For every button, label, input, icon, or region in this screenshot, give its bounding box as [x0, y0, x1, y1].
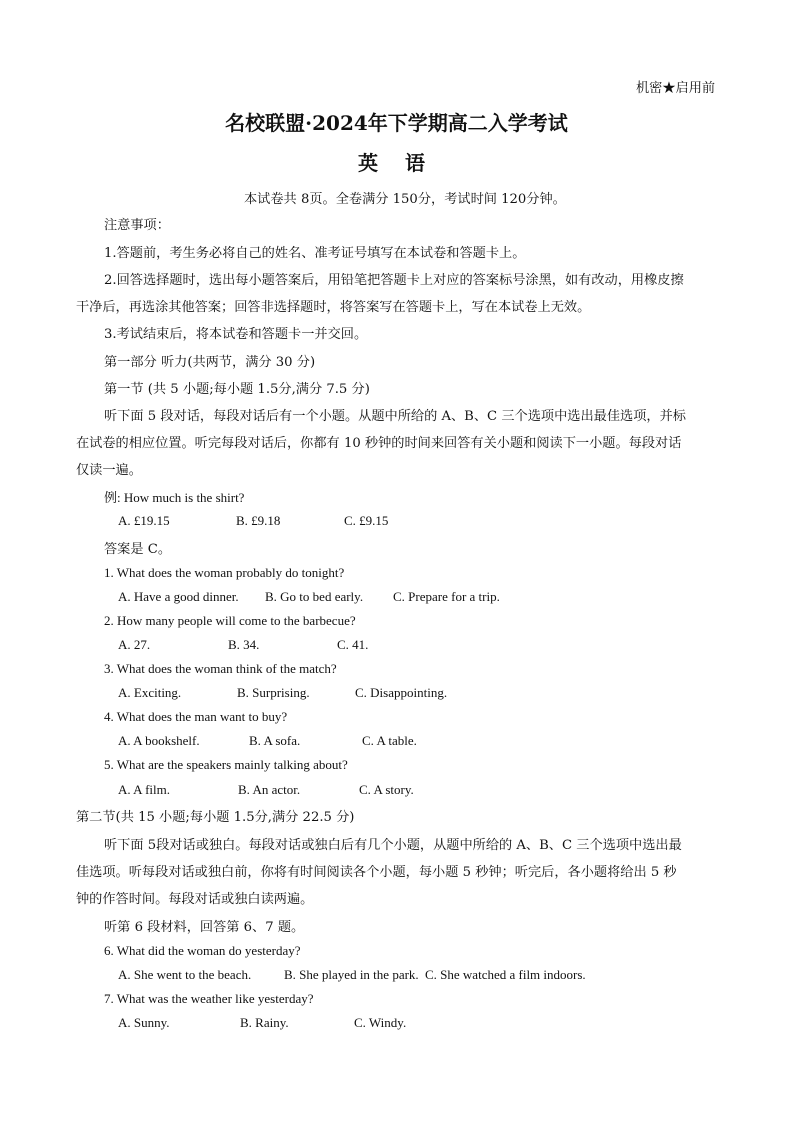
material-6-heading: 听第 6 段材料，回答第 6、7 题。 [104, 920, 305, 935]
exam-title: 名校联盟·2024年下学期高二入学考试 [225, 111, 568, 135]
section1-instructions-line-1: 听下面 5 段对话，每段对话后有一个小题。从题中所给的 A、B、C 三个选项中选出最佳选项，并标 [104, 409, 686, 424]
question-4-option-c: C. A table. [362, 733, 417, 748]
question-1: 1. What does the woman probably do tonight? [104, 565, 345, 580]
question-5-option-c: C. A story. [359, 782, 414, 797]
question-6-option-a: A. She went to the beach. [118, 967, 252, 982]
question-4-option-a: A. A bookshelf. [118, 733, 200, 748]
notice-item-2-line-2: 干净后，再选涂其他答案；回答非选择题时，将答案写在答题卡上，写在本试卷上无效。 [76, 300, 591, 315]
question-5-option-b: B. An actor. [238, 782, 301, 797]
confidential-label: 机密★启用前 [636, 81, 716, 96]
section2-instructions-line-3: 钟的作答时间。每段对话或独白读两遍。 [76, 892, 314, 907]
notice-item-3: 3.考试结束后，将本试卷和答题卡一并交回。 [104, 327, 368, 342]
question-4-option-b: B. A sofa. [249, 733, 301, 748]
example-option-a: A. £19.15 [118, 513, 170, 528]
question-3-option-c: C. Disappointing. [355, 685, 448, 700]
section1-instructions-line-3: 仅读一遍。 [76, 463, 142, 478]
notice-heading: 注意事项： [104, 218, 170, 233]
section2-instructions-line-1: 听下面 5段对话或独白。每段对话或独白后有几个小题，从题中所给的 A、B、C 三个选项中选出最 [104, 838, 682, 853]
question-6-option-b: B. She played in the park. [284, 967, 419, 982]
section1-instructions-line-2: 在试卷的相应位置。听完每段对话后，你都有 10 秒钟的时间来回答有关小题和阅读下一小题。每段对话 [76, 436, 682, 451]
notice-item-2-line-1: 2.回答选择题时，选出每小题答案后，用铅笔把答题卡上对应的答案标号涂黑，如有改动，用橡皮擦 [104, 273, 684, 288]
question-1-option-a: A. Have a good dinner. [118, 589, 239, 604]
question-6: 6. What did the woman do yesterday? [104, 943, 301, 958]
question-5: 5. What are the speakers mainly talking about? [104, 757, 348, 772]
question-4: 4. What does the man want to buy? [104, 709, 288, 724]
part1-heading: 第一部分 听力(共两节，满分 30 分) [104, 355, 316, 370]
question-7: 7. What was the weather like yesterday? [104, 991, 314, 1006]
exam-info: 本试卷共 8页。全卷满分 150分，考试时间 120分钟。 [244, 192, 566, 207]
question-2: 2. How many people will come to the barbecue? [104, 613, 356, 628]
notice-item-1: 1.答题前，考生务必将自己的姓名、准考证号填写在本试卷和答题卡上。 [104, 246, 526, 261]
example-question: 例: How much is the shirt? [104, 490, 245, 505]
question-3-option-b: B. Surprising. [237, 685, 310, 700]
subject-title: 英 语 [358, 151, 435, 175]
section2-heading: 第二节(共 15 小题;每小题 1.5分,满分 22.5 分) [76, 810, 355, 825]
section1-heading: 第一节 (共 5 小题;每小题 1.5分,满分 7.5 分) [104, 382, 370, 397]
question-7-option-a: A. Sunny. [118, 1015, 170, 1030]
example-option-c: C. £9.15 [344, 513, 389, 528]
question-2-option-c: C. 41. [337, 637, 369, 652]
section2-instructions-line-2: 佳选项。听每段对话或独白前，你将有时间阅读各个小题，每小题 5 秒钟；听完后，各小题将给出 5 秒 [76, 865, 677, 880]
example-answer: 答案是 C。 [104, 542, 172, 557]
question-5-option-a: A. A film. [118, 782, 171, 797]
question-1-option-c: C. Prepare for a trip. [393, 589, 500, 604]
question-7-option-b: B. Rainy. [240, 1015, 289, 1030]
question-2-option-b: B. 34. [228, 637, 260, 652]
question-7-option-c: C. Windy. [354, 1015, 407, 1030]
question-6-option-c: C. She watched a film indoors. [425, 967, 586, 982]
example-option-b: B. £9.18 [236, 513, 281, 528]
question-2-option-a: A. 27. [118, 637, 151, 652]
question-3-option-a: A. Exciting. [118, 685, 182, 700]
question-3: 3. What does the woman think of the match? [104, 661, 337, 676]
question-1-option-b: B. Go to bed early. [265, 589, 364, 604]
